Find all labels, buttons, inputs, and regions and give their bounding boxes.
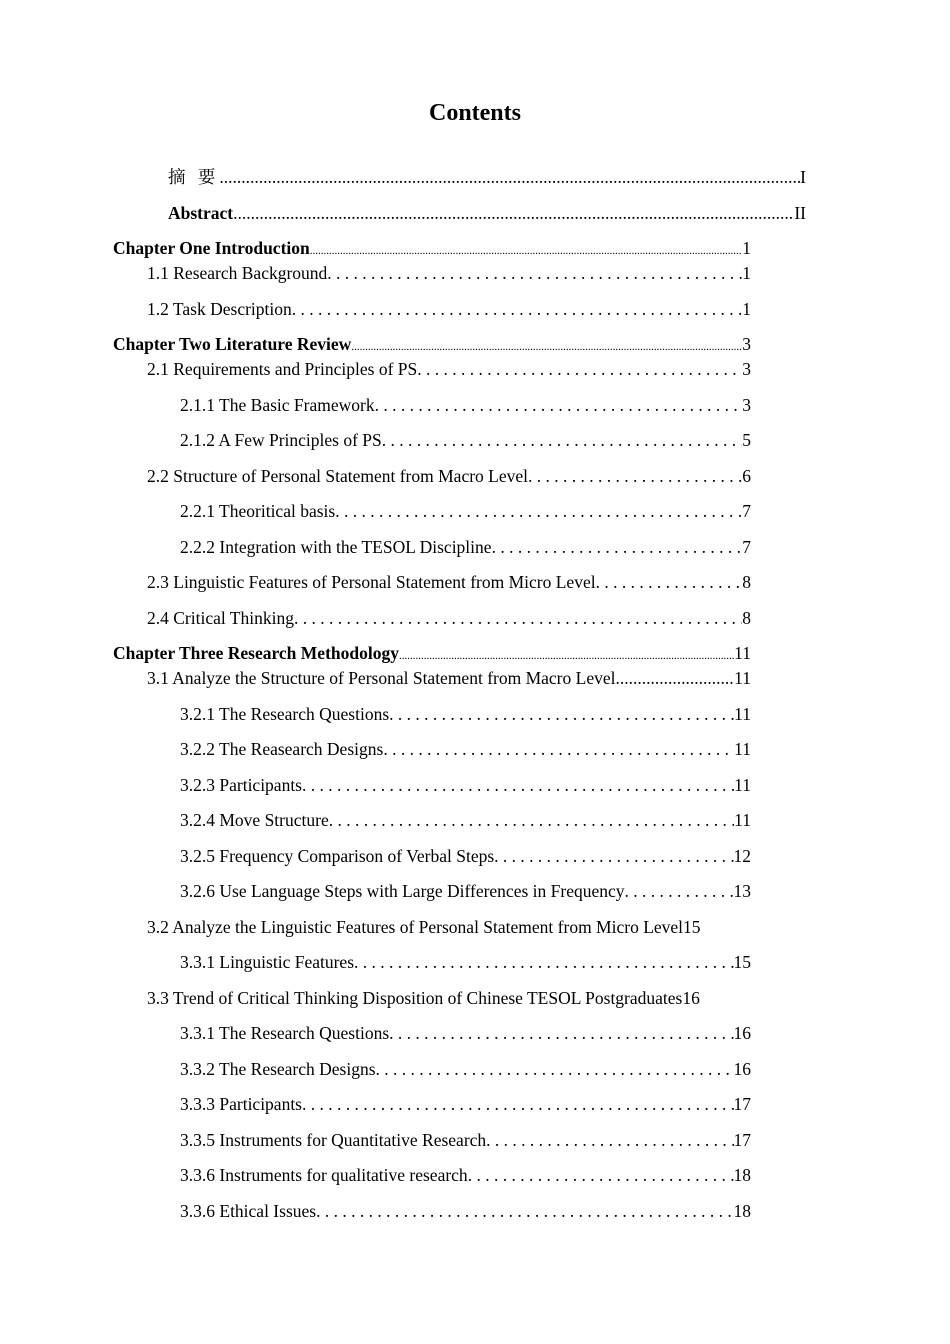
dot-leader [615, 667, 734, 689]
toc-entry-page: 1 [742, 299, 751, 319]
toc-entry-text: 摘 要 [168, 167, 220, 187]
dot-leader [486, 1129, 733, 1151]
toc-entry-3-2[interactable] [147, 916, 753, 938]
toc-entry-text: 3.2 Analyze the Linguistic Features of Personal Statement from Micro Level [147, 917, 684, 937]
toc-entry-3-3-6-instruments[interactable] [180, 1164, 751, 1186]
toc-entry-page: 12 [733, 846, 751, 866]
toc-entry-3-3-5[interactable] [180, 1129, 751, 1151]
toc-entry-3-2-5[interactable] [180, 845, 751, 867]
toc-entry-text: 1.1 Research Background [147, 263, 328, 283]
dot-leader [302, 1093, 734, 1115]
toc-entry-text: Abstract [168, 203, 234, 223]
toc-entry-page: 16 [682, 988, 700, 1008]
dot-leader [375, 394, 743, 416]
dot-leader [376, 1058, 734, 1080]
toc-entry-page: 18 [733, 1201, 751, 1221]
toc-entry-3-2-6[interactable] [180, 880, 751, 902]
toc-entry-page: 11 [734, 643, 751, 663]
toc-entry-text: 2.1 Requirements and Principles of PS [147, 359, 418, 379]
toc-chapter-two[interactable] [113, 333, 751, 358]
dot-leader [389, 703, 734, 725]
toc-entry-text: 3.2.2 The Reasearch Designs [180, 739, 384, 759]
toc-entry-page: 6 [742, 466, 751, 486]
toc-entry-page: 3 [742, 395, 751, 415]
toc-entry-page: 3 [742, 334, 751, 354]
toc-entry-text: 2.2 Structure of Personal Statement from Macro Level [147, 466, 529, 486]
dot-leader [596, 571, 743, 593]
dot-leader [382, 429, 742, 451]
toc-entry-2-1-1[interactable] [180, 394, 751, 416]
toc-entry-1-1[interactable] [147, 262, 751, 284]
toc-entry-page: 11 [734, 704, 751, 724]
toc-entry-2-2[interactable] [147, 465, 751, 487]
toc-entry-text: 2.4 Critical Thinking [147, 608, 294, 628]
toc-entry-text: 3.3.6 Ethical Issues [180, 1201, 317, 1221]
dot-leader [417, 358, 742, 380]
toc-entry-text: 2.1.2 A Few Principles of PS [180, 430, 382, 450]
toc-entry-text: 2.2.1 Theoritical basis [180, 501, 336, 521]
toc-entry-page: II [794, 203, 806, 223]
dot-leader [351, 336, 742, 358]
dot-leader [310, 240, 743, 262]
dot-leader [625, 880, 734, 902]
dot-leader [316, 1200, 733, 1222]
toc-entry-3-3-1-linguistic[interactable] [180, 951, 751, 973]
toc-entry-text: 3.2.3 Participants [180, 775, 302, 795]
toc-entry-page: 1 [742, 238, 751, 258]
toc-entry-text: 3.3.1 Linguistic Features [180, 952, 355, 972]
toc-entry-3-3-3[interactable] [180, 1093, 751, 1115]
page-title: Contents [428, 100, 521, 126]
toc-entry-page: 16 [733, 1023, 751, 1043]
toc-entry-page: 1 [742, 263, 751, 283]
toc-entry-2-2-2[interactable] [180, 536, 751, 558]
dot-leader [492, 536, 743, 558]
toc-entry-1-2[interactable] [147, 298, 751, 320]
toc-entry-zhaiyao[interactable] [168, 166, 806, 188]
toc-entry-page: 17 [733, 1130, 751, 1150]
toc-entry-page: 7 [742, 537, 751, 557]
toc-entry-text: 2.2.2 Integration with the TESOL Discipline [180, 537, 492, 557]
toc-entry-2-1[interactable] [147, 358, 751, 380]
toc-entry-3-3-1[interactable] [180, 1022, 751, 1044]
dot-leader [383, 738, 734, 760]
toc-entry-page: 15 [683, 917, 701, 937]
toc-entry-page: 11 [734, 810, 751, 830]
dot-leader [292, 298, 742, 320]
toc-entry-page: I [800, 167, 806, 187]
toc-entry-3-3-2[interactable] [180, 1058, 751, 1080]
toc-entry-text: Chapter Two Literature Review [113, 334, 352, 354]
toc-entry-3-2-1[interactable] [180, 703, 751, 725]
dot-leader [335, 500, 742, 522]
toc-entry-3-2-2[interactable] [180, 738, 751, 760]
dot-leader [399, 645, 734, 667]
toc-entry-text: 2.1.1 The Basic Framework [180, 395, 375, 415]
dot-leader [327, 262, 742, 284]
dot-leader [528, 465, 742, 487]
toc-entry-page: 8 [742, 608, 751, 628]
toc-chapter-one[interactable] [113, 237, 751, 262]
toc-chapter-three[interactable] [113, 642, 751, 667]
toc-entry-text: 3.3 Trend of Critical Thinking Disposition of Chinese TESOL Postgraduates [147, 988, 683, 1008]
dot-leader [389, 1022, 733, 1044]
dot-leader [494, 845, 733, 867]
toc-entry-page: 7 [742, 501, 751, 521]
toc-entry-text: Chapter One Introduction [113, 238, 310, 258]
toc-entry-page: 5 [742, 430, 751, 450]
toc-entry-page: 15 [733, 952, 751, 972]
toc-entry-text: 3.2.4 Move Structure [180, 810, 329, 830]
toc-entry-2-3[interactable] [147, 571, 751, 593]
dot-leader [294, 607, 742, 629]
dot-leader [219, 166, 800, 188]
toc-entry-page: 18 [733, 1165, 751, 1185]
toc-entry-page: 16 [733, 1059, 751, 1079]
toc-entry-text: 3.2.1 The Research Questions [180, 704, 390, 724]
toc-entry-text: 3.3.3 Participants [180, 1094, 302, 1114]
toc-entry-3-3-6-ethical[interactable] [180, 1200, 751, 1222]
toc-entry-text: 3.2.5 Frequency Comparison of Verbal Steps [180, 846, 495, 866]
toc-entry-3-3[interactable] [147, 987, 753, 1009]
toc-entry-3-1[interactable] [147, 667, 751, 689]
toc-entry-text: 2.3 Linguistic Features of Personal Statement from Micro Level [147, 572, 596, 592]
dot-leader [302, 774, 734, 796]
toc-entry-page: 8 [742, 572, 751, 592]
toc-entry-text: 3.3.5 Instruments for Quantitative Research [180, 1130, 487, 1150]
toc-entry-text: 3.2.6 Use Language Steps with Large Differences in Frequency [180, 881, 625, 901]
dot-leader [329, 809, 734, 831]
toc-entry-page: 17 [733, 1094, 751, 1114]
toc-entry-text: Chapter Three Research Methodology [113, 643, 399, 663]
toc-entry-page: 13 [733, 881, 751, 901]
toc-entry-3-2-4[interactable] [180, 809, 751, 831]
dot-leader [233, 202, 794, 224]
toc-entry-page: 11 [734, 775, 751, 795]
toc-entry-2-1-2[interactable] [180, 429, 751, 451]
dot-leader [468, 1164, 734, 1186]
toc-entry-text: 3.3.1 The Research Questions [180, 1023, 390, 1043]
toc-entry-page: 11 [734, 668, 751, 688]
toc-entry-2-4[interactable] [147, 607, 751, 629]
dot-leader [354, 951, 733, 973]
toc-entry-text: 3.3.6 Instruments for qualitative research [180, 1165, 468, 1185]
toc-entry-text: 1.2 Task Description [147, 299, 292, 319]
toc-entry-page: 3 [742, 359, 751, 379]
toc-entry-2-2-1[interactable] [180, 500, 751, 522]
toc-entry-3-2-3[interactable] [180, 774, 751, 796]
toc-entry-page: 11 [734, 739, 751, 759]
toc-entry-text: 3.3.2 The Research Designs [180, 1059, 376, 1079]
toc-entry-text: 3.1 Analyze the Structure of Personal Statement from Macro Level [147, 668, 616, 688]
toc-entry-abstract[interactable] [168, 202, 806, 224]
